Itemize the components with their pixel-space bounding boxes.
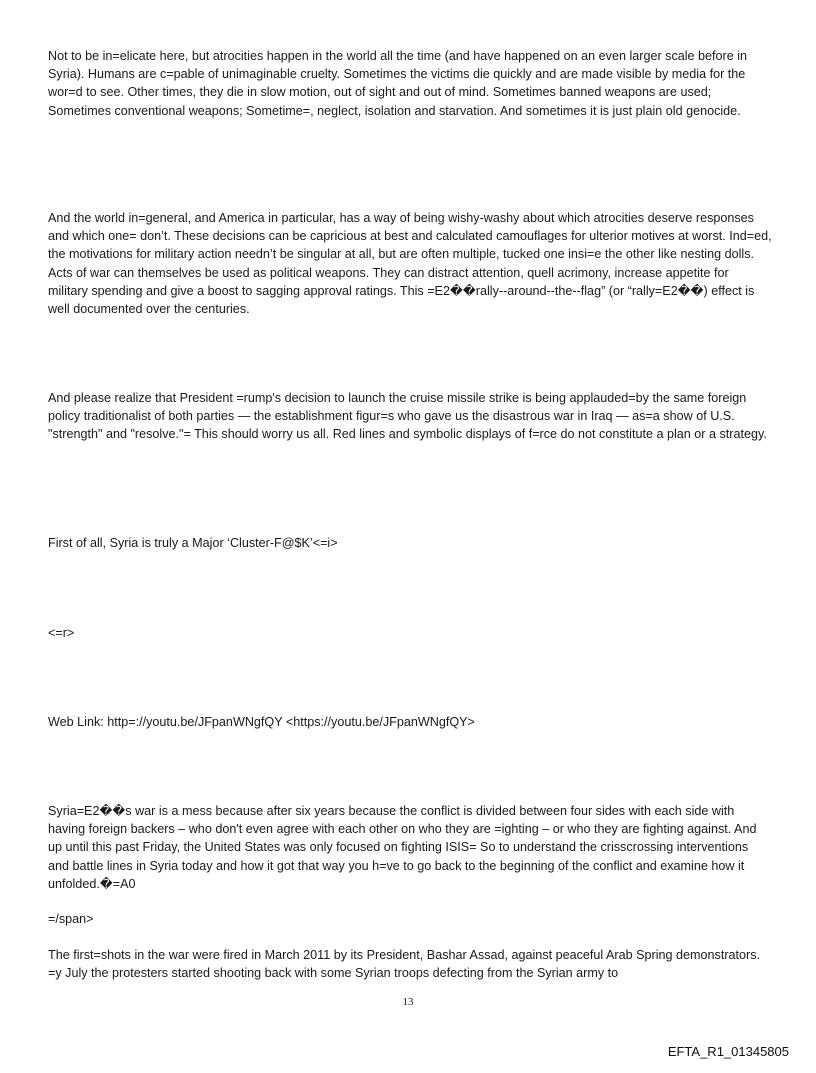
paragraph-atrocities: Not to be in=elicate here, but atrocities happen in the world all the time (and have happened on an even larger scale before in Syria). Humans are c=pable of unimaginable cruelty. Sometimes the victims die quickly and are made visible by media for the wor=d to see. Other times, they die in slow motion, out of sight and out of mind. Sometimes banned weapons are used; Sometimes conventional weapons; Sometime=, neglect, isolation and starvation. And sometimes it is just plain old genocide.: [48, 49, 748, 118]
paragraph-missile-strike: And please realize that President =rump's decision to launch the cruise missile strike is being applauded=by the same foreign policy traditionalist of both parties — the establishment figur=s who gave us the disastrous war in Iraq — as=a show of U.S. "strength" and "resolve."= This should worry us all. Red lines and symbolic displays of f=rce do not constitute a plan or a strategy.: [48, 391, 767, 442]
paragraph-web-link: Web Link: http=://youtu.be/JFpanWNgfQY <https://youtu.be/JFpanWNgfQY>: [48, 715, 475, 729]
paragraph-markup-fragment: <=r>: [48, 626, 75, 640]
paragraph-syria-war: Syria=E2��s war is a mess because after six years because the conflict is divided between four sides with each side with having foreign backers – who don't even agree with each other on who they are =ighting – or who they are fighting against. And up until this past Friday, the United States was only focused on fighting ISIS= So to understand the crisscrossing interventions and battle lines in Syria today and how it got that way you h=ve to go back to the beginning of the conflict and examine how it unfolded.�=A0: [48, 804, 757, 891]
paragraph-first-shots: The first=shots in the war were fired in March 2011 by its President, Bashar Assad, against peaceful Arab Spring demonstrators. =y July the protesters started shooting back with some Syrian troops defecting from the Syrian army to: [48, 948, 761, 981]
paragraph-cluster: First of all, Syria is truly a Major ‘Cluster-F@$K’<=i>: [48, 536, 338, 550]
document-id: EFTA_R1_01345805: [667, 1044, 789, 1059]
paragraph-world-responses: And the world in=general, and America in particular, has a way of being wishy-washy about which atrocities deserve responses and which one= don’t. These decisions can be capricious at best and calculated camouflages for ulterior motives at worst. Ind=ed, the motivations for military action needn’t be singular at all, but are often multiple, tucked one insi=e the other like nesting dolls. Acts of war can themselves be used as political weapons. They can distract attention, quell acrimony, increase appetite for military spending and give a boost to sagging approval ratings. This =E2��rally--around--the--flag” (or “rally=E2��) effect is well documented over the centuries.: [48, 211, 772, 317]
paragraph-span-fragment: =/span>: [48, 912, 94, 926]
page-number: 13: [402, 996, 414, 1008]
